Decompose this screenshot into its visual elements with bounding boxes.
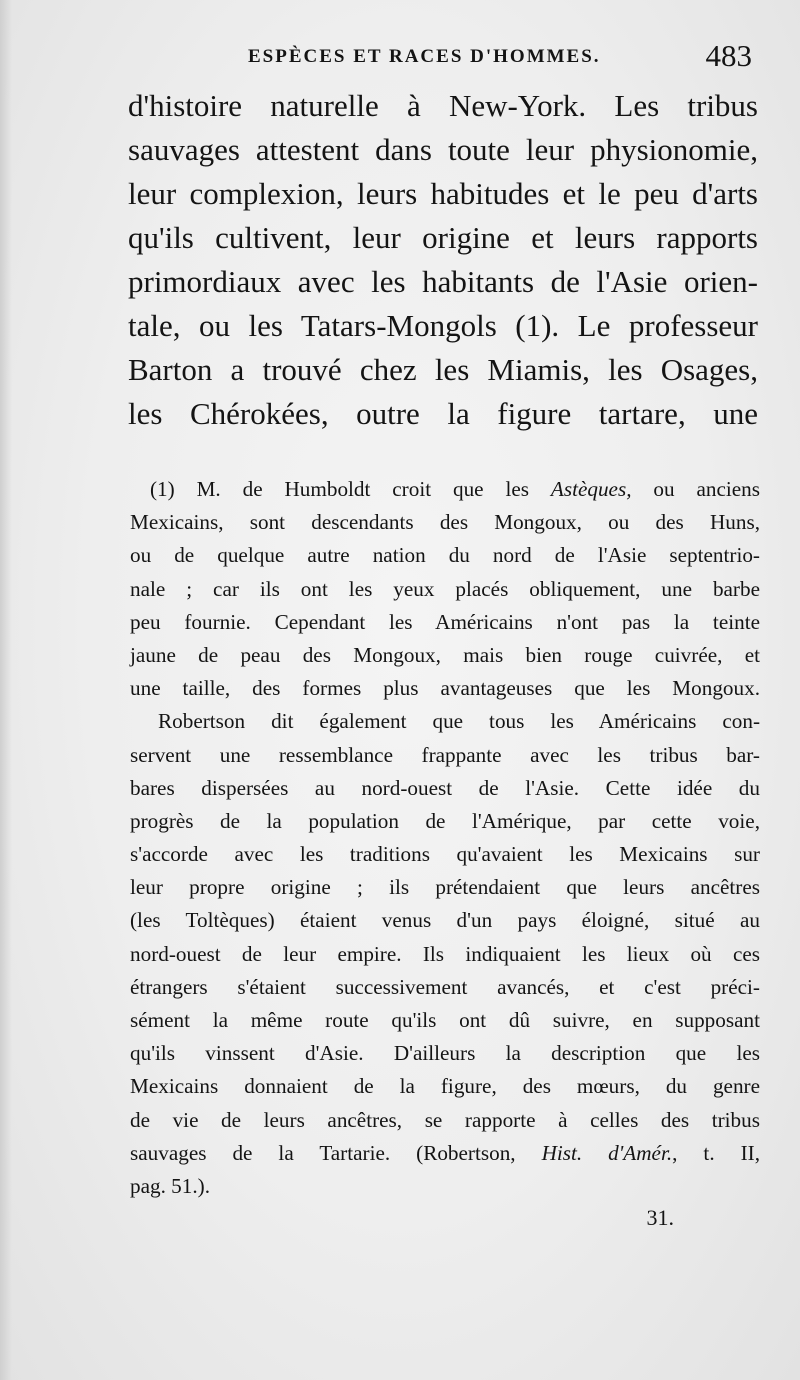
page-header bbox=[128, 38, 766, 78]
footnote-line: peu fournie. Cependant les Américains n'ont pas la teinte bbox=[130, 609, 760, 634]
footnote-line: étrangers s'étaient successivement avancés, et c'est préci- bbox=[130, 974, 760, 999]
body-line: Barton a trouvé chez les Miamis, les Osages, bbox=[128, 352, 758, 387]
footnote-line: sément la même route qu'ils ont dû suivre, en supposant bbox=[130, 1008, 760, 1032]
body-line: leur complexion, leurs habitudes et le peu d'arts bbox=[128, 176, 758, 211]
footnote-line: progrès de la population de l'Amérique, par cette voie, bbox=[130, 808, 760, 833]
footnote-line: Mexicains donnaient de la figure, des mœurs, du genre bbox=[130, 1074, 760, 1099]
footnote-line: qu'ils vinssent d'Asie. D'ailleurs la description que les bbox=[130, 1041, 760, 1066]
body-line: les Chérokées, outre la figure tartare, une bbox=[128, 396, 758, 431]
footnote-line: (les Toltèques) étaient venus d'un pays éloigné, situé au bbox=[130, 908, 760, 933]
footnote-line: servent une ressemblance frappante avec les tribus bar- bbox=[130, 742, 760, 767]
footnote-line: jaune de peau des Mongoux, mais bien rouge cuivrée, et bbox=[130, 642, 760, 667]
footnote-block bbox=[130, 473, 760, 1203]
footnote-italic: Astèques, bbox=[550, 477, 632, 501]
body-line: primordiaux avec les habitants de l'Asie orien- bbox=[128, 264, 758, 299]
body-line: sauvages attestent dans toute leur physionomie, bbox=[128, 132, 758, 167]
signature-mark: 31. bbox=[646, 1205, 674, 1230]
footnote-text: , t. II, bbox=[672, 1140, 760, 1165]
footnote-citation-line bbox=[130, 1137, 760, 1170]
running-head: ESPÈCES ET RACES D'HOMMES. bbox=[248, 46, 601, 67]
body-line: qu'ils cultivent, leur origine et leurs rapports bbox=[128, 220, 758, 255]
footnote-text: (1) M. de Humboldt croit que les bbox=[150, 477, 551, 501]
citation-title: Hist. d'Amér. bbox=[541, 1140, 673, 1165]
footnote-line: Robertson dit également que tous les Américains con- bbox=[158, 709, 760, 734]
footnote-first-line bbox=[130, 473, 760, 506]
main-text-block bbox=[128, 84, 758, 436]
body-line: d'histoire naturelle à New-York. Les tribus bbox=[128, 88, 758, 123]
page-edge-shadow bbox=[0, 0, 12, 1380]
footnote-line: nord-ouest de leur empire. Ils indiquaient les lieux où ces bbox=[130, 941, 760, 966]
footnote-line: Mexicains, sont descendants des Mongoux, ou des Huns, bbox=[130, 510, 760, 535]
footnote-line: s'accorde avec les traditions qu'avaient les Mexicains sur bbox=[130, 842, 760, 867]
footnote-line: leur propre origine ; ils prétendaient que leurs ancêtres bbox=[130, 875, 760, 900]
footnote-line: bares dispersées au nord-ouest de l'Asie. Cette idée du bbox=[130, 775, 760, 800]
footnote-line: une taille, des formes plus avantageuses que les Mongoux. bbox=[130, 676, 760, 701]
footnote-line: de vie de leurs ancêtres, se rapporte à celles des tribus bbox=[130, 1107, 760, 1132]
footnote-text: sauvages de la Tartarie. (Robertson, bbox=[130, 1140, 542, 1165]
body-line: tale, ou les Tatars-Mongols (1). Le professeur bbox=[128, 308, 758, 343]
page-number: 483 bbox=[705, 38, 752, 73]
footnote-line: nale ; car ils ont les yeux placés obliquement, une barbe bbox=[130, 576, 760, 601]
footnote-text: ou anciens bbox=[631, 477, 760, 501]
footnote-last-line: pag. 51.). bbox=[130, 1173, 211, 1198]
footnote-line: ou de quelque autre nation du nord de l'Asie septentrio- bbox=[130, 543, 760, 568]
